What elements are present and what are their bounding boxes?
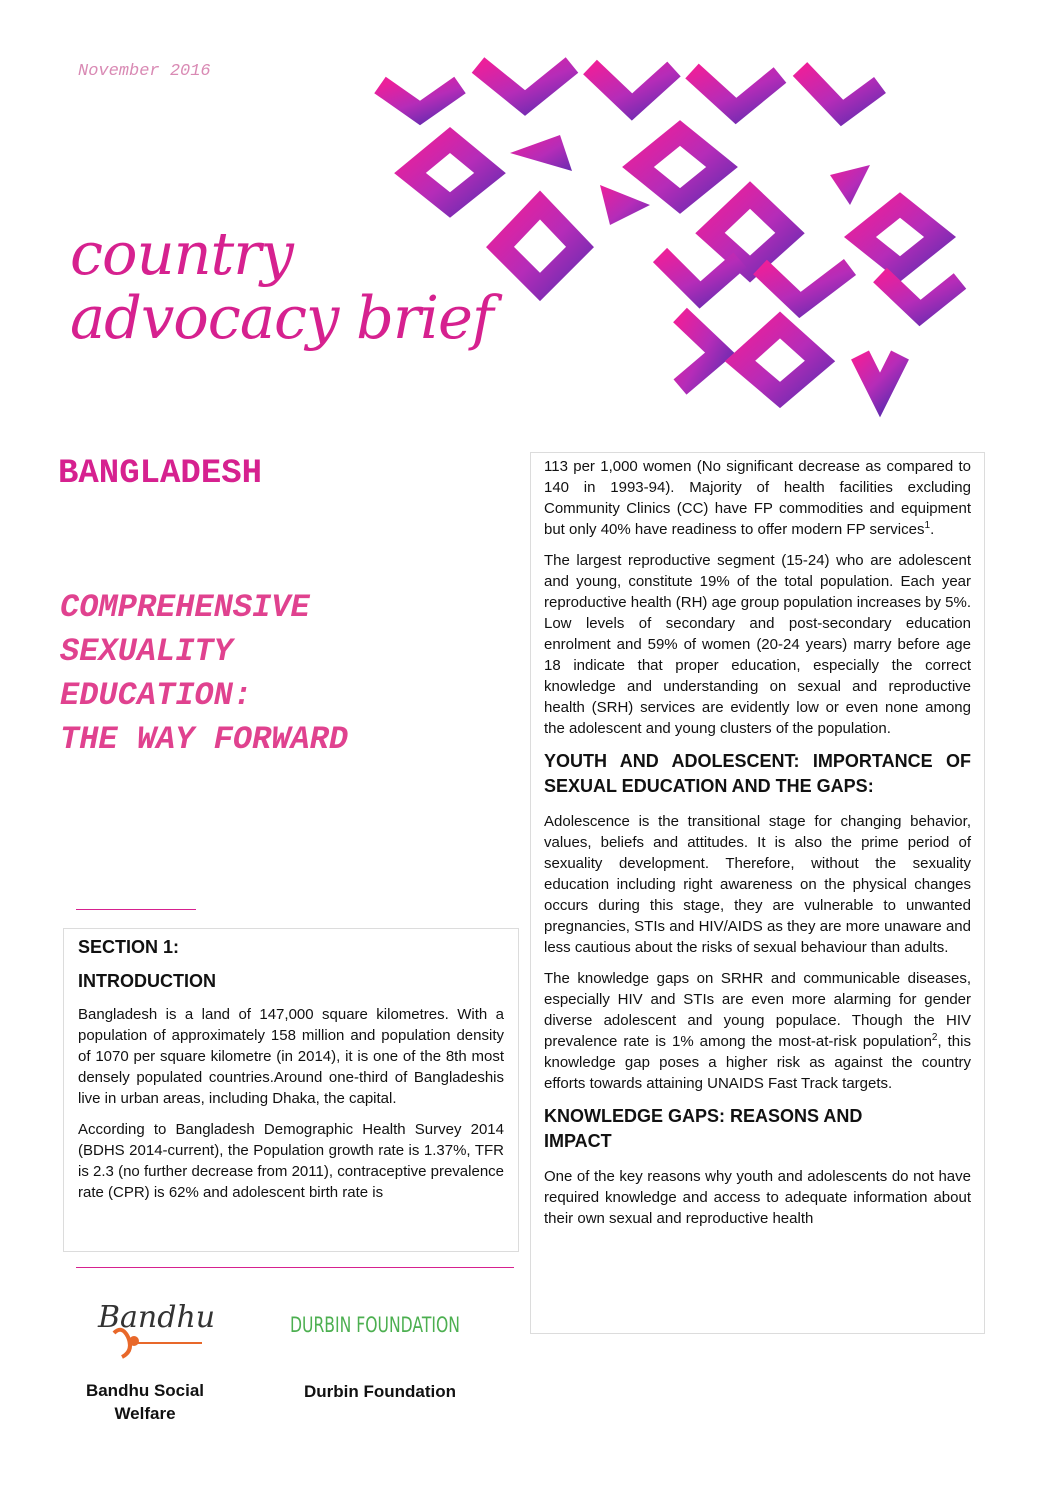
bandhu-logo <box>96 1285 216 1365</box>
section-heading: INTRODUCTION <box>78 971 216 991</box>
intro-paragraph-1: Bangladesh is a land of 147,000 square kilometres. With a population of approximately 158 million and population density of 1070 per square kilometre (in 2014), it is one of the 8th most densely populated countries.Around one-third of Bangladeshis live in urban areas, including Dhaka, the capital. <box>78 1006 504 1107</box>
title-line-1: country <box>70 219 293 288</box>
subtitle-line-2: SEXUALITY <box>60 633 233 670</box>
subtitle-line-3: EDUCATION: <box>60 677 253 714</box>
right-paragraph-5: One of the key reasons why youth and adolescents do not have required knowledge and access to adequate information about their own sexual and reproductive health <box>544 1168 971 1227</box>
brief-title <box>70 219 493 352</box>
right-paragraph-1 <box>544 456 971 540</box>
right-paragraph-1-end: . <box>930 521 935 538</box>
right-paragraph-4-text: The knowledge gaps on SRHR and communicable diseases, especially HIV and STIs are even more alarming for gender diverse adolescent and young populace. Though the HIV prevalence rate is 1% among the most-at-risk population <box>544 970 971 1050</box>
footer-divider <box>76 1267 514 1268</box>
section-label: SECTION 1: <box>78 937 180 957</box>
right-paragraph-4-end: , this knowledge gap poses a higher risk as against the country efforts towards attaining UNAIDS Fast Track targets. <box>544 1033 971 1092</box>
right-paragraph-1-text: 113 per 1,000 women (No significant decrease as compared to 140 in 1993-94). Majority of health facilities excluding Community Clinics (CC) have FP commodities and equipment but only 40% have readiness to offer modern FP services <box>544 458 971 538</box>
country-name: BANGLADESH <box>58 455 263 493</box>
title-line-2: advocacy brief <box>70 283 493 352</box>
youth-heading: YOUTH AND ADOLESCENT: IMPORTANCE OF SEXUAL EDUCATION AND THE GAPS: <box>544 751 971 796</box>
durbin-logo <box>288 1302 464 1342</box>
right-paragraph-2: The largest reproductive segment (15-24) who are adolescent and young, constitute 19% of the total population. Each year reproductive health (RH) age group population increases by 5%. Low levels of secondary and post-secondary education enrolment and 59% of women (20-24 years) marry before age 18 indicate that proper education, especially the correct knowledge and understanding on sexual and reproductive health (SRH) services are evidently low or even none among the adolescent and young clusters of the population. <box>544 552 971 737</box>
subtitle-line-1: COMPREHENSIVE <box>60 589 310 626</box>
org-name-durbin: Durbin Foundation <box>303 1382 457 1401</box>
publication-date: November 2016 <box>78 62 211 81</box>
knowledge-gaps-heading: KNOWLEDGE GAPS: REASONS AND IMPACT <box>544 1106 863 1151</box>
subtitle-line-4: THE WAY FORWARD <box>60 721 349 758</box>
right-paragraph-3: Adolescence is the transitional stage for changing behavior, values, beliefs and attitudes. It is also the prime period of sexuality development. Therefore, without the sexuality education including right awareness on the physical changes occurs during this stage, they are vulnerable to unwanted pregnancies, STIs and HIV/AIDS as they are more unaware and less cautious about the risks of sexual behaviour than adults. <box>544 813 971 956</box>
footnote-ref-1[interactable]: 1 <box>924 520 931 531</box>
section-1-box <box>63 928 519 1252</box>
brief-subtitle <box>60 586 348 762</box>
footnote-ref-2[interactable]: 2 <box>931 1032 938 1043</box>
right-paragraph-4 <box>544 968 971 1094</box>
durbin-logo-text: DURBIN FOUNDATION <box>290 1313 460 1337</box>
bandhu-logo-text: Bandhu <box>98 1300 216 1335</box>
intro-paragraph-2: According to Bangladesh Demographic Health Survey 2014 (BDHS 2014-current), the Population growth rate is 1.37%, TFR is 2.3 (no further decrease from 2011), contraceptive prevalence rate (CPR) is 62% and adolescent birth rate is <box>78 1121 504 1201</box>
org-name-bandhu: Bandhu Social Welfare <box>85 1381 205 1423</box>
section-divider <box>76 909 196 910</box>
right-column-box <box>530 452 985 1334</box>
